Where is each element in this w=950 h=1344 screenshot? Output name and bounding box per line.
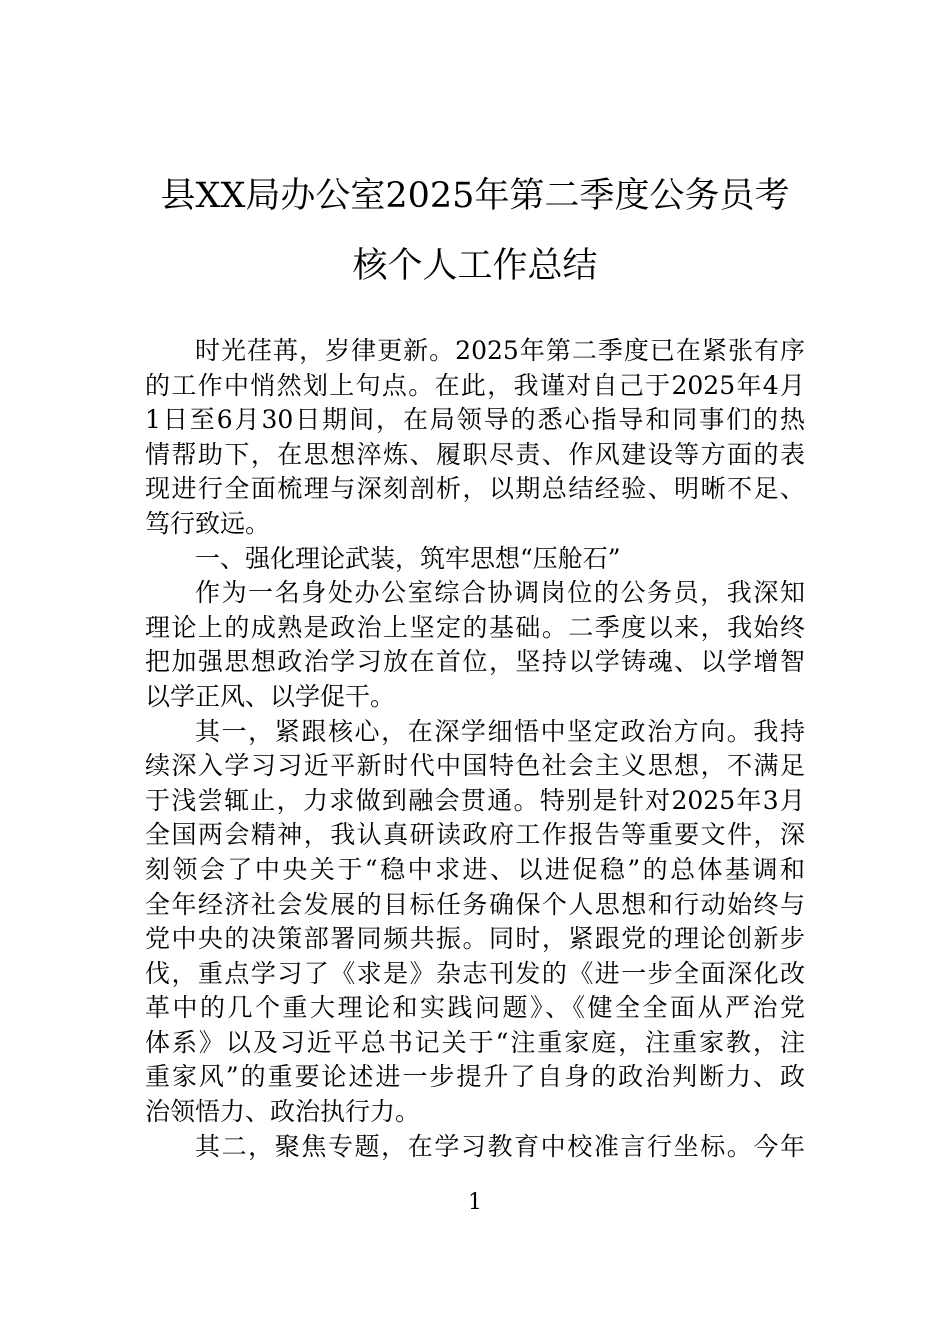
document-title-line-1: 县XX局办公室2025年第二季度公务员考: [160, 176, 790, 216]
body-line: 伐，重点学习了《求是》杂志刊发的《进一步全面深化改: [145, 958, 805, 988]
body-line: 续深入学习习近平新时代中国特色社会主义思想，不满足: [145, 751, 805, 781]
body-line: 刻领会了中央关于“稳中求进、以进促稳”的总体基调和: [145, 854, 805, 884]
document-body: [145, 334, 805, 1164]
body-line: 理论上的成熟是政治上坚定的基础。二季度以来，我始终: [145, 612, 805, 642]
body-line: 现进行全面梳理与深刻剖析，以期总结经验、明晰不足、: [145, 474, 805, 504]
body-line: 一、强化理论武装，筑牢思想“压舱石”: [195, 543, 621, 573]
body-line: 党中央的决策部署同频共振。同时，紧跟党的理论创新步: [145, 924, 805, 954]
body-line: 于浅尝辄止，力求做到融会贯通。特别是针对2025年3月: [145, 785, 805, 815]
body-line: 全国两会精神，我认真研读政府工作报告等重要文件，深: [145, 820, 805, 850]
body-line: 的工作中悄然划上句点。在此，我谨对自己于2025年4月: [145, 370, 805, 400]
body-line: 革中的几个重大理论和实践问题》、《健全全面从严治党: [145, 993, 805, 1023]
document-title-line-2: 核个人工作总结: [352, 246, 598, 286]
body-line: 其一，紧跟核心，在深学细悟中坚定政治方向。我持: [195, 716, 805, 746]
page-number: 1: [468, 1190, 482, 1215]
body-line: 情帮助下，在思想淬炼、履职尽责、作风建设等方面的表: [145, 439, 805, 469]
body-line: 重家风”的重要论述进一步提升了自身的政治判断力、政: [145, 1062, 805, 1092]
body-line: 作为一名身处办公室综合协调岗位的公务员，我深知: [195, 578, 805, 608]
body-line: 以学正风、以学促干。: [145, 681, 396, 711]
body-line: 体系》以及习近平总书记关于“注重家庭，注重家教，注: [145, 1027, 805, 1057]
body-line: 全年经济社会发展的目标任务确保个人思想和行动始终与: [145, 889, 805, 919]
body-line: 1日至6月30日期间，在局领导的悉心指导和同事们的热: [145, 405, 805, 435]
body-line: 其二，聚焦专题，在学习教育中校准言行坐标。今年: [195, 1131, 805, 1161]
body-line: 时光荏苒，岁律更新。2025年第二季度已在紧张有序: [195, 336, 805, 365]
body-line: 笃行致远。: [145, 508, 271, 538]
body-line: 把加强思想政治学习放在首位，坚持以学铸魂、以学增智: [145, 647, 805, 677]
body-line: 治领悟力、政治执行力。: [145, 1097, 421, 1127]
